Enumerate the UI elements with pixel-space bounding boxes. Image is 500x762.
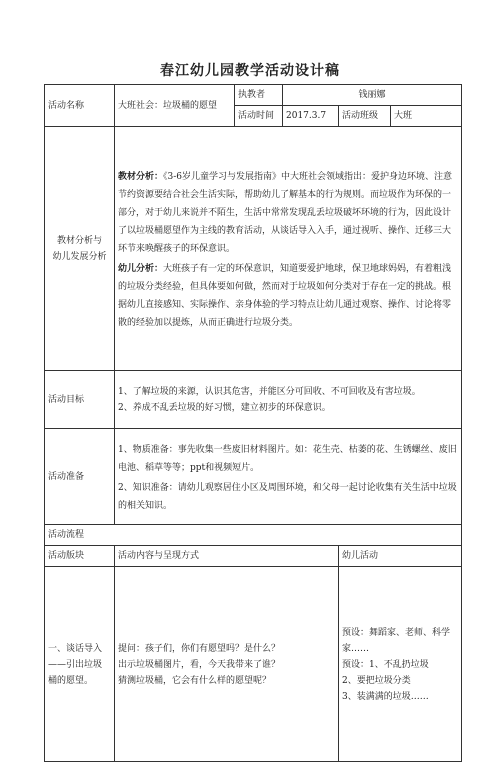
flow-col-block: 活动版块 [45, 546, 115, 567]
child-line-4: 3、装满满的垃圾…… [342, 692, 429, 702]
goals-content [115, 371, 462, 429]
teacher-value: 钱丽娜 [283, 85, 462, 106]
prep-content [115, 429, 462, 525]
analysis-label-line1: 教材分析与 [56, 235, 102, 246]
content-line-2: 出示垃圾桶图片，看，今天我带来了谁？ [118, 660, 281, 670]
teacher-label: 执教者 [235, 85, 283, 106]
child-analysis [118, 260, 458, 332]
flow-row-1-child [339, 567, 462, 762]
class-value: 大班 [391, 106, 462, 127]
block-line-1: 一、谈话导入 [48, 644, 103, 654]
child-line-3: 2、要把垃圾分类 [342, 676, 411, 686]
activity-name-label: 活动名称 [45, 85, 115, 127]
goal-item-1: 1、了解垃圾的来源，认识其危害，并能区分可回收、不可回收及有害垃圾。 [118, 386, 421, 397]
child-title: 幼儿分析： [118, 263, 164, 274]
block-line-3: 桶的愿望。 [48, 676, 94, 686]
flow-header-row [45, 546, 462, 567]
analysis-label [45, 127, 115, 371]
block-line-2: ——引出垃圾 [48, 660, 103, 670]
flow-row-1-block [45, 567, 115, 762]
header-row-1 [45, 85, 462, 106]
time-label: 活动时间 [235, 106, 283, 127]
activity-name-value: 大班社会：垃圾桶的愿望 [115, 85, 235, 127]
flow-label-row [45, 525, 462, 546]
flow-label: 活动流程 [45, 525, 462, 546]
material-title: 教材分析： [118, 171, 164, 182]
analysis-content [115, 127, 462, 371]
analysis-label-line2: 幼儿发展分析 [52, 251, 107, 262]
material-text: 《3-6岁儿童学习与发展指南》中大班社会领域指出：爱护身边环境、注意节约资源要结合社会生活实际，帮助幼儿了解基本的行为规则。而垃圾作为环保的一部分，对于幼儿来说并不陌生，生活中常常发现乱丢垃圾破坏环境的行为，因此设计了以垃圾桶愿望作为主线的教育活动，从谈话导入入手，通过视听、操作、迁移三大环节来唤醒孩子的环保意识。 [118, 171, 453, 254]
prep-label: 活动准备 [45, 429, 115, 525]
content-line-3: 猜测垃圾桶，它会有什么样的愿望呢？ [118, 676, 272, 686]
flow-col-content: 活动内容与呈现方式 [115, 546, 339, 567]
flow-row-1 [45, 567, 462, 762]
goals-row [45, 371, 462, 429]
material-analysis [118, 168, 458, 258]
analysis-row [45, 127, 462, 371]
prep-item-2: 2、知识准备：请幼儿观察居住小区及周围环境，和父母一起讨论收集有关生活中垃圾的相关知识。 [118, 482, 457, 511]
child-line-1: 预设：舞蹈家、老师、科学家…… [342, 628, 451, 654]
class-label: 活动班级 [339, 106, 391, 127]
time-value: 2017.3.7 [283, 106, 339, 127]
goals-label: 活动目标 [45, 371, 115, 429]
flow-col-child: 幼儿活动 [339, 546, 462, 567]
prep-item-1: 1、物质准备：事先收集一些废旧材料图片。如：花生壳、枯萎的花、生锈螺丝、废旧电池、稻草等等；ppt和视频短片。 [118, 444, 457, 473]
content-line-1: 提问：孩子们，你们有愿望吗？是什么？ [118, 644, 281, 654]
flow-row-1-content [115, 567, 339, 762]
child-text: 大班孩子有一定的环保意识，知道要爱护地球，保卫地球妈妈，有着粗浅的垃圾分类经验，但具体要如何做，然而对于垃圾如何分类对于存在一定的挑战。根据幼儿直接感知、实际操作、亲身体验的学习特点让幼儿通过观察、操作、讨论将零散的经验加以提炼，从而正确进行垃圾分类。 [118, 263, 452, 328]
child-line-2: 预设：1、不乱扔垃圾 [342, 660, 429, 670]
goal-item-2: 2、养成不乱丢垃圾的好习惯，建立初步的环保意识。 [118, 402, 331, 413]
prep-row [45, 429, 462, 525]
lesson-plan-table [44, 84, 462, 762]
document-title: 春江幼儿园教学活动设计稿 [160, 63, 340, 79]
